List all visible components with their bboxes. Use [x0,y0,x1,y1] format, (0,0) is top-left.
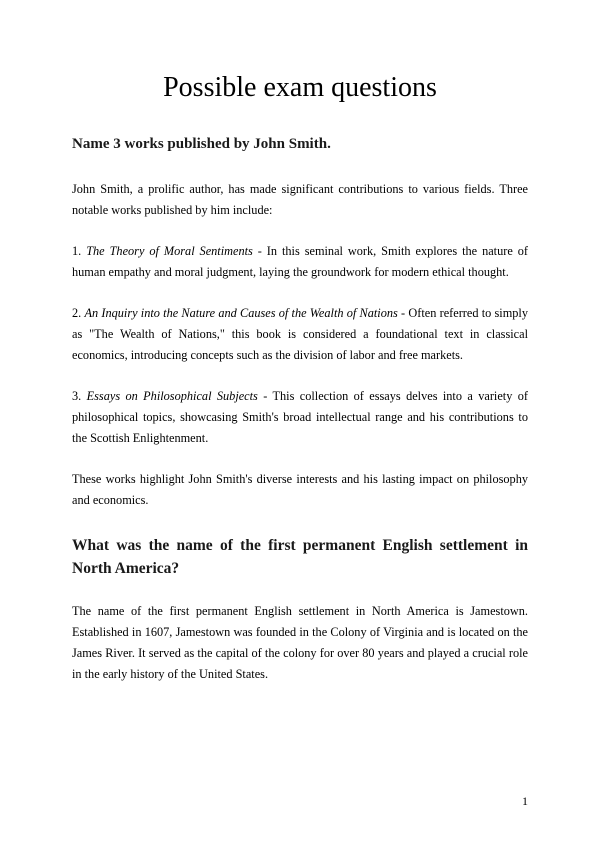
work-item-1-number: 1. [72,244,82,258]
work-item-1-title: The Theory of Moral Sentiments [86,244,253,258]
work-item-3-description: - This collection of essays delves into a variety of philosophical topics, showcasing Smith's broad intellectual range and his contributions to the Scottish Enlightenment. [72,389,528,445]
document-title: Possible exam questions [163,72,437,103]
work-item-3-title: Essays on Philosophical Subjects [86,389,258,403]
question-2-heading: What was the name of the first permanent English settlement in North America? [72,537,528,577]
question-1-intro: John Smith, a prolific author, has made significant contributions to various fields. Three notable works published by him include: [72,182,528,217]
question-1-heading: Name 3 works published by John Smith. [72,136,331,152]
work-item-2 [72,303,528,366]
work-item-2-description: - Often referred to simply as "The Wealth of Nations," this book is considered a foundational text in classical economics, introducing concepts such as the division of labor and free markets. [72,306,529,362]
question-1-summary: These works highlight John Smith's diverse interests and his lasting impact on philosophy and economics. [72,472,528,507]
work-item-3-number: 3. [72,389,82,403]
work-item-2-title: An Inquiry into the Nature and Causes of the Wealth of Nations [84,306,398,320]
work-item-3 [72,386,528,449]
work-item-1-description: - In this seminal work, Smith explores the nature of human empathy and moral judgment, laying the groundwork for modern ethical thought. [72,244,528,279]
work-item-2-number: 2. [72,306,82,320]
page-number: 1 [522,794,528,808]
question-2-answer: The name of the first permanent English settlement in North America is Jamestown. Established in 1607, Jamestown was founded in the Colony of Virginia and is located on the James River. It served as the capital of the colony for over 80 years and played a crucial role in the early history of the United States. [72,604,528,681]
work-item-1 [72,241,528,283]
